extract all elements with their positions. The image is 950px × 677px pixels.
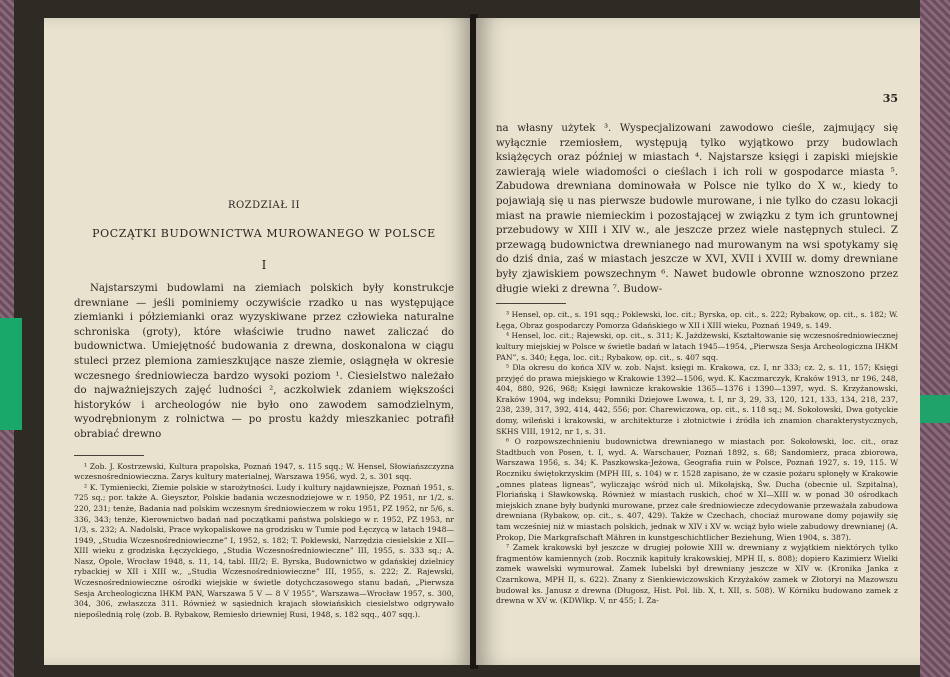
green-bookmark-tab-right [920,395,950,423]
page-number: 35 [882,92,898,105]
chapter-label: ROZDZIAŁ II [227,200,301,211]
footnote-6: ⁶ O rozpowszechnieniu budownictwa drewnianego w miastach por. Sokołowski, loc. cit., oraz Stadtbuch von Posen, t. I, wyd. A. Warschauer, Poznań 1892, s. 68; Sandomierz, praca zbiorowa, Warszawa 1956, s. 34; K. Paszkowska-Jeżowa, Geografia ruin w Polsce, Poznań 1927, s. 19, 115. W Roczniku świętokrzyskim (MPH III, s. 104) w r. 1528 zapisano, że w czasie pożaru spłonęły w Krakowie „omnes plateas ligneas”, wyliczając wśród nich ul. Mikołajską, Św. Ducha (obecnie ul. Szpitalna), Floriańską i Sławkowską. Również w miastach ruskich, choć w XI—XIII w. w ponad 30 ośrodkach miejskich znane były budynki murowane, przez całe średniowiecze zdecydowanie przeważała zabudowa drewniana (Rybakow, op. cit., s. 407, 429). Także w Czechach, chociaż murowane domy pojawiły się tam wcześniej niż w miastach polskich, jednak w XIV i XV w. wciąż było wiele zabudowy drewnianej (A. Prokop, Die Markgrafschaft Mähren in kunstgeschichtlicher Beziehung, Wien 1904, s. 387). [496,437,898,542]
left-page [44,18,472,665]
footnote-divider [496,303,566,304]
left-body-text: Najstarszymi budowlami na ziemiach polskich były konstrukcje drewniane — jeśli pominiemy oczywiście rzadko u nas występujące ziemianki i półziemianki oraz wyzyskiwane przez człowieka naturalne schroniska (groty), które właściwie trudno nawet zaliczać do budownictwa. Umiejętność budowania z drewna, doskonalona w ciągu stuleci przez plemiona zamieszkujące nasze ziemie, osiągnęła w okresie wczesnego średniowiecza bardzo wysoki poziom ¹. Ciesielstwo należało do najważniejszych zajęć ludności ², aczkolwiek zdaniem większości historyków i archeologów nie było ono zawodem samodzielnym, wyodrębnionym z rolnictwa — po prostu każdy mieszkaniec potrafił obrabiać drewno [74,283,454,440]
footnote-5: ⁵ Dla okresu do końca XIV w. zob. Najst. księgi m. Krakowa, cz. I, nr 333; cz. 2, s. 11, 157; Księgi przyjęć do prawa miejskiego w Krakowie 1392—1506, wyd. K. Kaczmarczyk, Kraków 1913, nr 196, 248, 404, 880, 926, 968; Księgi ławnicze krakowskie 1365—1376 i 1390—1397, wyd. S. Krzyżanowski, Kraków 1904, wg indeksu; Pomniki Dziejowe Lwowa, t. I, nr 3, 29, 33, 120, 121, 133, 134, 218, 237, 238, 239, 317, 392, 414, 442, 556; por. Charewiczowa, op. cit., s. 118 sq.; M. Sokołowski, Dwa gotyckie domy, wileński i krakowski, w architekturze i złotnictwie i źródła ich znamion charakterystycznych, SKHS VIII, 1912, nr 1, s. 31. [496,363,898,436]
footnote-3: ³ Hensel, op. cit., s. 191 sqq.; Poklewski, loc. cit.; Byrska, op. cit., s. 222; Rybakow, op. cit., s. 182; W. Łęga, Obraz gospodarczy Pomorza Gdańskiego w XII i XIII wieku, Poznań 1949, s. 149. [496,310,898,330]
footnote-4: ⁴ Hensel, loc. cit.; Rajewski, op. cit., s. 311; K. Jażdżewski, Kształtowanie się wczesnośredniowiecznej kultury miejskiej w Polsce w świetle badań w latach 1945—1954, „Pierwsza Sesja Archeologiczna IHKM PAN”, s. 340; Łęga, loc. cit.; Rybakow, op. cit., s. 407 sqq. [496,331,899,362]
footnote-divider [74,455,144,456]
footnote-7: ⁷ Zamek krakowski był jeszcze w drugiej połowie XIII w. drewniany z wyjątkiem niektórych tylko fragmentów kamiennych (zob. Rocznik kapituły krakowskiej, MPH II, s. 808); dopiero Kazimierz Wielki zamek wawelski wymurował. Zamek lubelski był drewniany jeszcze w XIV w. (Kronika Janka z Czarnkowa, MPH II, s. 622). Znany z Sienkiewiczowskich Krzyżaków zamek w Złotoryi na Mazowszu budował ks. Janusz z drewna (Długosz, Hist. Pol. lib. X, t. XII, s. 508). W Kórniku budowano zamek z drewna w XV w. (KDWlkp. V, nr 455; I. Za- [496,543,898,606]
book-cover-edge-right [920,0,950,677]
chapter-title: POCZĄTKI BUDOWNICTWA MUROWANEGO W POLSCE [92,227,436,240]
right-body-text: na własny użytek ³. Wyspecjalizowani zawodowo cieśle, zajmujący się wyłącznie rzemiosłem, występują tylko wyjątkowo przy budowlach książęcych oraz później w miastach ⁴. Najstarsze księgi i zapiski miejskie zawierają wiele wiadomości o cieślach i ich roli w gospodarce miasta ⁵. Zabudowa drewniana dominowała w Polsce nie tylko do X w., kiedy to pojawiają się u nas pierwsze budowle murowane, i nie tylko do czasu lokacji miast na prawie niemieckim i pozostającej w związku z tym ich gruntownej przebudowy w XIII i XIV w., ale jeszcze przez wiele następnych stuleci. Z przewagą budownictwa drewnianego nad murowanym na wsi spotykamy się do dziś dnia, zaś w miastach jeszcze w XVI, XVII i XVIII w. domy drewniane były zjawiskiem powszechnym ⁶. Nawet budowle obronne wznoszono przez długie wieki z drewna ⁷. Budow- [496,123,898,295]
footnote-1: ¹ Zob. J. Kostrzewski, Kultura prapolska, Poznań 1947, s. 115 sqq.; W. Hensel, Słowiańszczyzna wczesnośredniowieczna. Zarys kultury materialnej, Warszawa 1956, wyd. 2, s. 301 sqq. [74,461,454,482]
right-page [476,18,920,665]
section-numeral: I [261,258,267,272]
footnote-2: ² K. Tymieniecki, Ziemie polskie w starożytności. Ludy i kultury najdawniejsze, Poznań 1951, s. 725 sq.; por. także A. Gieysztor, Polskie badania wczesnodziejowe w r. 1950, PZ 1951, nr 1/2, s. 220, 231; tenże, Badania nad polskim wczesnym średniowieczem w roku 1951, PZ 1952, nr 5/6, s. 336, 343; tenże, Kierownictwo badań nad początkami państwa polskiego w r. 1952, PZ 1953, nr 1/3, s. 232; A. Nadolski, Prace wykopaliskowe na grodzisku w Tumie pod Łęczycą w latach 1948—1949, „Studia Wczesnośredniowieczne” I, 1952, s. 182; T. Poklewski, Narzędzia ciesielskie z XII—XIII wieku z grodziska Łęczyckiego, „Studia Wczesnośredniowieczne” III, 1955, s. 333 sq.; A. Nasz, Opole, Wrocław 1948, s. 11, 14, tabl. III/2; E. Byrska, Budownictwo w gdańskiej dzielnicy rybackiej w XII i XIII w., „Studia Wczesnośredniowieczne” III, 1955, s. 222; Z. Rajewski, Wczesnośredniowieczne ośrodki wiejskie w świetle dotychczasowego stanu badań, „Pierwsza Sesja Archeologiczna IHKM PAN, Warszawa 5 V — 8 V 1955”, Warszawa—Wrocław 1957, s. 300, 304, 306, zwłaszcza 311. Również w sąsiednich krajach słowiańskich ciesielstwo odgrywało niepoślednią rolę (zob. B. Rybakow, Remiesło driewniej Rusi, 1948, s. 182 sqq., 407 sqq.). [74,482,454,619]
green-bookmark-tab [0,318,22,430]
